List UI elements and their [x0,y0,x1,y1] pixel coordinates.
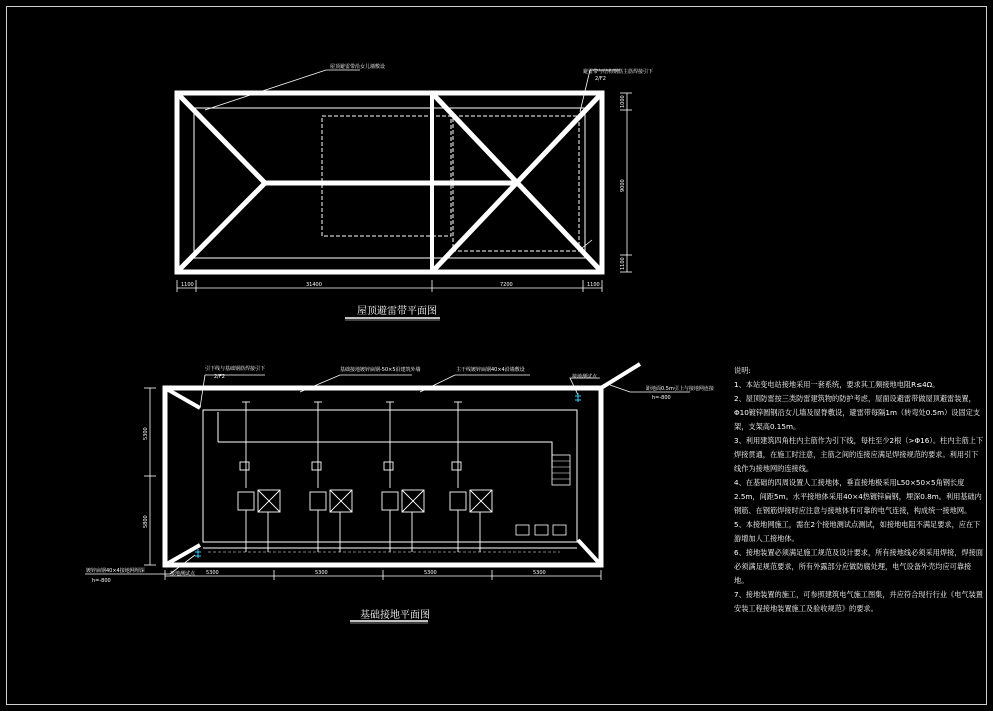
test-point-tr [575,393,581,402]
transformer-unit-4 [450,402,492,552]
roof-right-note: 避雷带与结构钢筋主筋焊接引下 [583,69,654,75]
transformer-unit-2 [310,402,352,552]
fnd-top-left-note: 引下线与基础钢筋焊接引下 [205,366,266,372]
fnd-dim-b0: 5300 [206,570,219,576]
note-item: 3、利用建筑四角柱内主筋作为引下线，每柱至少2根（>Φ16）。柱内主筋上下焊接贯通，在施工时注意，主筋之间的连接应满足焊接规范的要求。利用引下线作为接地网的连接线。 [734,436,984,473]
foundation-plan-title: 基础接地平面图 [360,610,430,621]
fnd-dim-l0: 5300 [143,427,149,440]
roof-dim-b2: 7200 [500,282,513,288]
fnd-top-right-note: 主干线镀锌扁钢40×4沿墙敷设 [456,367,525,373]
note-item: 6、接地装置必须满足施工规范及设计要求，所有接地线必须采用焊接，焊接面必须满足规范要求，所有外露部分应做防腐处理，电气设备外壳均应可靠接地。 [734,548,983,585]
foundation-cable-tray [218,442,552,468]
roof-dim-r2: 1100 [620,257,626,270]
note-item: 7、接地装置的施工，可参照建筑电气施工图集，并应符合现行行业《电气装置安装工程接地装置施工及验收规范》的要求。 [734,590,983,613]
test-point-bl [195,549,201,558]
notes-heading: 说明: [734,366,751,375]
roof-plan-title: 屋顶避雷带平面图 [357,306,437,317]
transformer-unit-3 [382,402,424,552]
foundation-riser-tr [601,364,640,388]
fnd-top-far-right-note: 接地测试点 [572,374,598,380]
roof-hip-bl [177,183,265,272]
roof-hip-tl [177,93,265,183]
roof-dim-b3: 1100 [587,282,600,288]
fnd-bottom-note: 接地测试点 [170,571,196,577]
roof-dim-b1: 31400 [306,282,322,288]
transformer-unit-1 [238,402,280,552]
roof-dim-r1: 9000 [620,179,626,192]
fnd-dim-b1: 5300 [315,570,328,576]
roof-dim-b0: 1100 [181,282,194,288]
fnd-right-sub: h=-800 [652,395,671,401]
note-item: 4、在基础的四周设置人工接地体，垂直接地极采用L50×50×5角钢长度2.5m，间距5m。水平接地体采用40×4热镀锌扁钢，埋深0.8m。利用基础内钢筋、在钢筋焊接时应注意与接地体有可靠的电气连接，构成统一接地网。 [734,478,982,515]
transformer-units [238,402,492,552]
note-item: 1、本站变电站接地采用一套系统，要求其工频接地电阻R≤4Ω。 [734,380,940,389]
roof-left-note: 屋顶避雷带沿女儿墙敷设 [330,64,386,70]
foundation-stairs [552,455,570,485]
roof-leader-left [205,70,360,110]
fnd-left-note: 镀锌扁钢40×4接地网埋深 [86,568,145,574]
fnd-dim-l1: 5800 [143,515,149,528]
foundation-plan [85,364,690,580]
fnd-dim-b3: 5300 [533,570,546,576]
foundation-ground-ring [165,388,601,565]
fnd-dim-b2: 5300 [424,570,437,576]
fnd-left-sub: h=-800 [92,578,111,584]
note-item: 2、屋顶防雷按三类防雷建筑物的防护考虑，屋面设避雷带做屋顶避雷装置，Φ10镀锌圆钢沿女儿墙及屋脊敷设，避雷带每隔1m（转弯处0.5m）设固定支架，支架高0.15m。 [734,394,981,431]
fnd-right-note: 距地面0.5m引上与接地网连接 [646,386,714,392]
roof-plan [177,70,632,292]
design-notes [734,364,984,616]
fnd-top-mid-note: 基础接地镀锌扁钢-50×5沿建筑外墙 [340,367,421,373]
roof-right-sub: 2/F2 [595,76,606,82]
fnd-top-left-sub: 2/F2 [214,374,225,380]
roof-dim-r0: 1000 [620,95,626,108]
note-item: 5、本接地网施工，需在2个接地测试点测试，如接地电阻不满足要求，应在下游增加人工接地体。 [734,520,981,543]
